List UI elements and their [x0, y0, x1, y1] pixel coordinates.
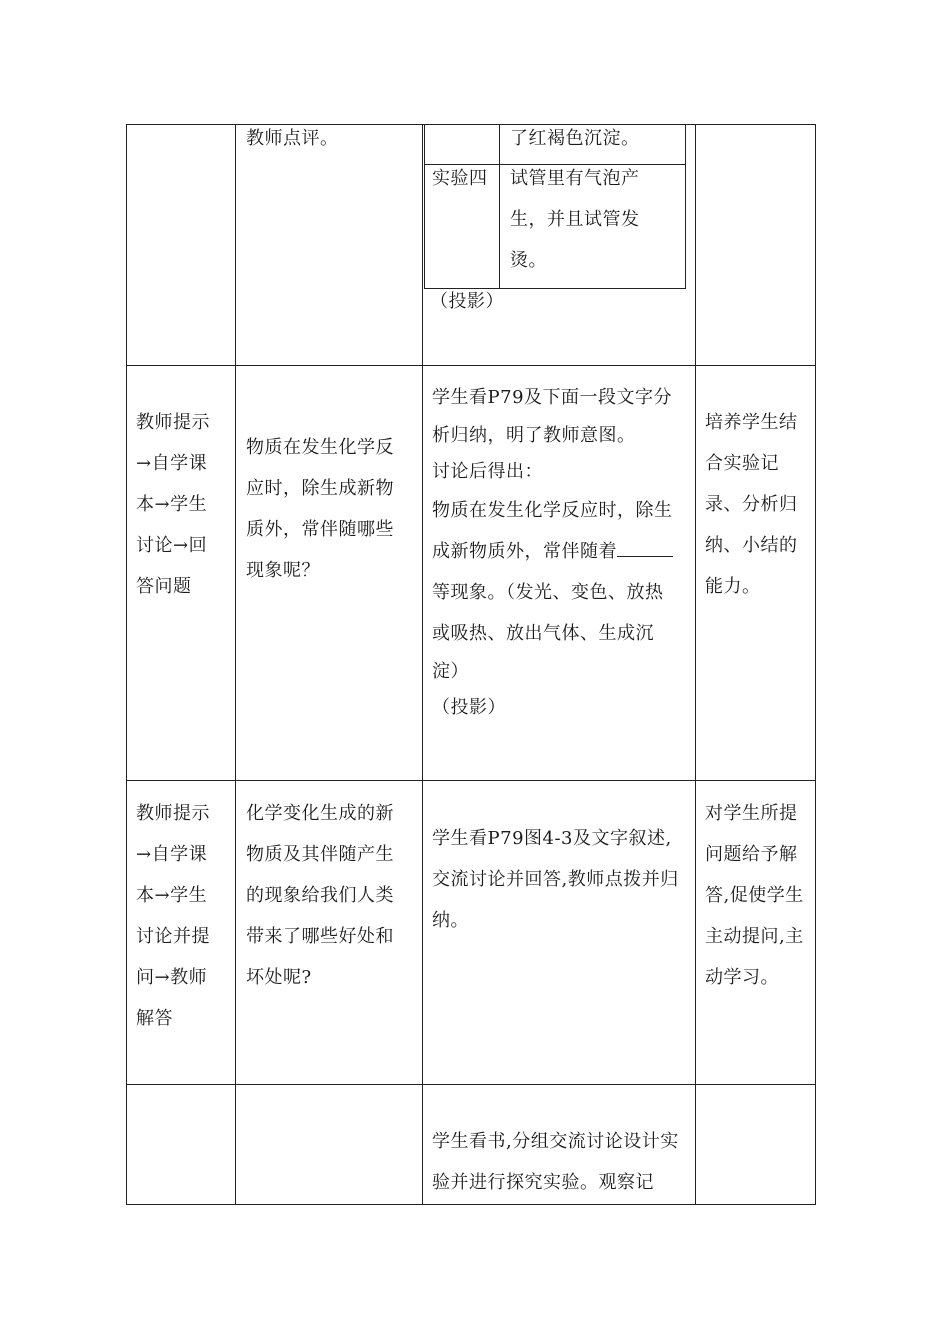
row1-col2 [246, 118, 416, 159]
inner-row1-content: 了红褐色沉淀。 [510, 128, 640, 149]
row3-col1 [136, 793, 220, 1039]
row2-col4 [705, 402, 805, 607]
row-divider-2 [126, 780, 816, 781]
experiment-four-result: 试管里有气泡产生，并且试管发烫。 [510, 168, 640, 271]
row3-method-text: 教师提示→自学课本→学生讨论并提问→教师解答 [136, 803, 210, 1029]
row2-question-text: 物质在发生化学反应时，除生成新物质外，常伴随哪些现象呢？ [246, 437, 394, 581]
row-divider-3 [126, 1084, 816, 1085]
row2-line-9: （投影） [432, 697, 506, 718]
col-divider-1 [235, 124, 236, 1205]
row2-line-2: 析归纳，明了教师意图。 [432, 425, 636, 446]
row3-col3 [432, 818, 684, 941]
row1-projection-note [430, 281, 630, 322]
row3-col2 [246, 793, 406, 998]
col-divider-2 [422, 124, 423, 1205]
row2-line-5-text: 成新物质外，常伴随着 [432, 541, 617, 562]
inner-row2-label [432, 158, 498, 199]
row2-line-8: 淀） [432, 661, 469, 682]
row2-line-1: 学生看P79及下面一段文字分 [432, 387, 673, 408]
row2-line-7: 或吸热、放出气体、生成沉 [432, 623, 654, 644]
row2-line-3: 讨论后得出： [432, 461, 543, 482]
inner-row2-text [510, 158, 660, 281]
experiment-four-label: 实验四 [432, 168, 488, 189]
row3-col4 [705, 793, 805, 998]
row3-activity-text: 学生看P79图4-3及文字叙述,交流讨论并回答,教师点拨并归纳。 [432, 828, 679, 931]
table-left-border [126, 124, 127, 1205]
table-top-border [126, 124, 816, 125]
row2-line-6: 等现象。（发光、变色、放热 [432, 582, 664, 603]
inner-table-mid [499, 124, 500, 288]
fill-in-blank [617, 534, 673, 557]
row3-question-text: 化学变化生成的新物质及其伴随产生的现象给我们人类带来了哪些好处和坏处呢? [246, 803, 394, 988]
row2-col3 [432, 377, 692, 726]
row2-method-text: 教师提示→自学课本→学生讨论→回答问题 [136, 412, 210, 597]
projection-note-1: （投影） [430, 291, 504, 312]
row3-purpose-text: 对学生所提问题给予解答,促使学生主动提问,主动学习。 [705, 803, 804, 988]
table-right-border [815, 124, 816, 1205]
col-divider-3 [695, 124, 696, 1205]
row4-col3 [432, 1121, 684, 1203]
row-divider-1 [126, 365, 816, 366]
row2-purpose-text: 培养学生结合实验记录、分析归纳、小结的能力。 [705, 412, 798, 597]
table-bottom-border [126, 1204, 816, 1205]
teacher-comment-text: 教师点评。 [246, 128, 339, 149]
inner-table-right [685, 124, 686, 288]
row4-activity-text: 学生看书,分组交流讨论设计实验并进行探究实验。观察记 [432, 1131, 679, 1193]
inner-table-left [424, 124, 425, 288]
row2-col2 [246, 427, 406, 591]
row2-line-5 [432, 531, 692, 572]
row2-col1 [136, 402, 220, 607]
row2-line-4: 物质在发生化学反应时，除生 [432, 500, 673, 521]
inner-row1-text [510, 118, 680, 159]
